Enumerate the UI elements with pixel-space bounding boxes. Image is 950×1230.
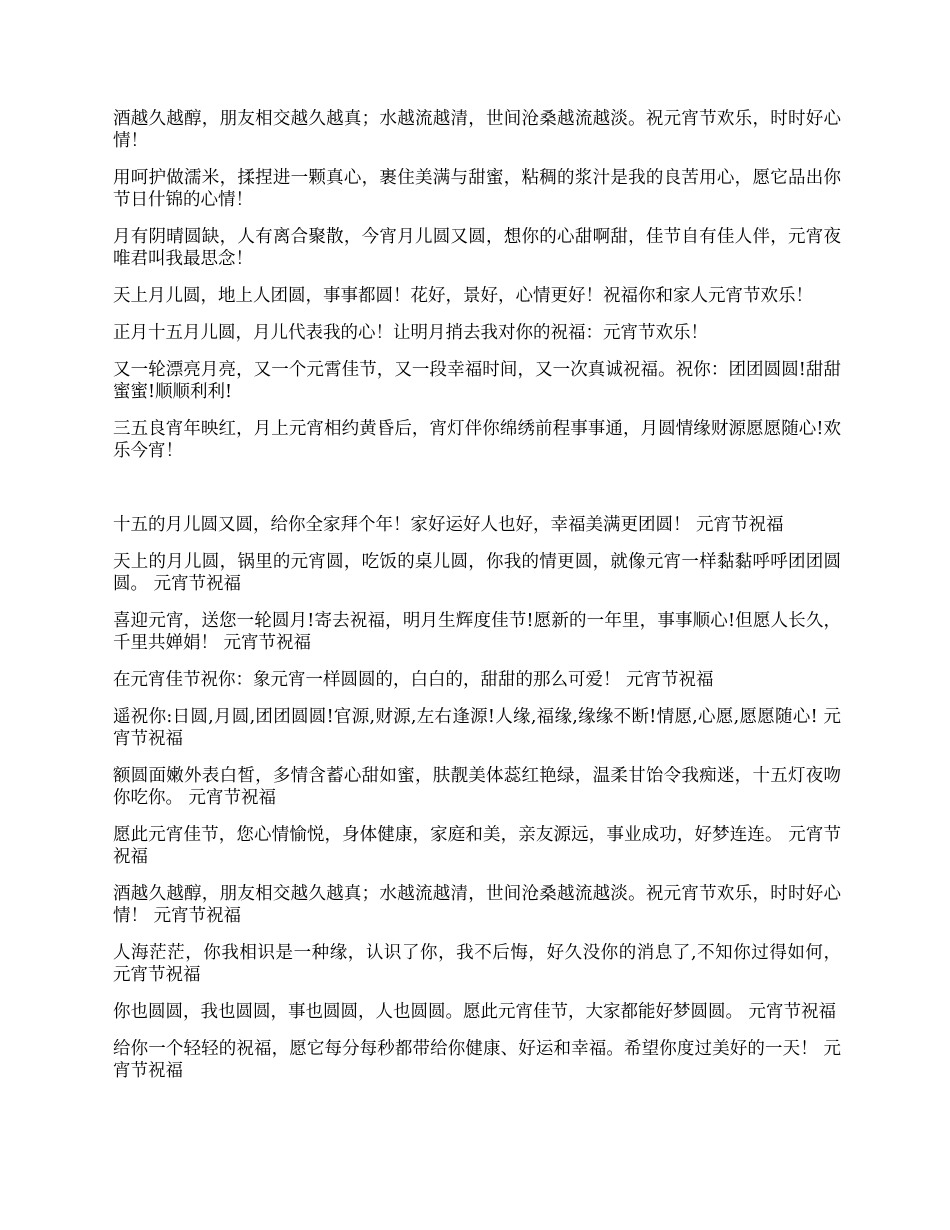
- document-page: [113, 108, 841, 1097]
- paragraph: 天上月儿圆，地上人团圆，事事都圆！花好，景好，心情更好！祝福你和家人元宵节欢乐！: [113, 286, 813, 306]
- paragraph: 酒越久越醇，朋友相交越久越真；水越流越清，世间沧桑越流越淡。祝元宵节欢乐，时时好心情！: [113, 109, 841, 151]
- paragraph: 用呵护做濡米，揉捏进一颗真心，裹住美满与甜蜜，粘稠的浆汁是我的良苦用心，愿它品出你节日什锦的心情！: [113, 168, 841, 210]
- paragraph: 你也圆圆，我也圆圆，事也圆圆，人也圆圆。愿此元宵佳节，大家都能好梦圆圆。 元宵节祝福: [113, 1002, 837, 1022]
- paragraph: 十五的月儿圆又圆，给你全家拜个年！家好运好人也好，幸福美满更团圆！ 元宵节祝福: [113, 515, 784, 535]
- paragraph: 三五良宵年映红，月上元宵相约黄昏后，宵灯伴你绵绣前程事事通，月圆情缘财源愿愿随心!欢乐今宵！: [113, 419, 841, 461]
- paragraph: 天上的月儿圆，锅里的元宵圆，吃饭的桌儿圆，你我的情更圆，就像元宵一样黏黏呼呼团团圆圆。 元宵节祝福: [113, 552, 841, 594]
- section-gap: [113, 477, 841, 514]
- section-2: [113, 514, 841, 1082]
- paragraph: 在元宵佳节祝你：象元宵一样圆圆的，白白的，甜甜的那么可爱！ 元宵节祝福: [113, 670, 714, 690]
- paragraph: 额圆面嫩外表白皙，多情含蓄心甜如蜜，肤靓美体蕊红艳绿，温柔甘饴令我痴迷，十五灯夜吻你吃你。 元宵节祝福: [113, 766, 841, 808]
- paragraph: 酒越久越醇，朋友相交越久越真；水越流越清，世间沧桑越流越淡。祝元宵节欢乐，时时好心情！ 元宵节祝福: [113, 884, 841, 926]
- paragraph: 正月十五月儿圆，月儿代表我的心！让明月捎去我对你的祝福：元宵节欢乐！: [113, 323, 708, 343]
- section-1: [113, 108, 841, 462]
- paragraph: 又一轮漂亮月亮，又一个元霄佳节，又一段幸福时间，又一次真诚祝福。祝你：团团圆圆!甜甜蜜蜜!顺顺利利!: [113, 360, 841, 402]
- paragraph: 遥祝你:日圆,月圆,团团圆圆!官源,财源,左右逢源!人缘,福缘,缘缘不断!情愿,心愿,愿愿随心! 元宵节祝福: [113, 707, 841, 749]
- paragraph: 愿此元宵佳节，您心情愉悦，身体健康，家庭和美，亲友源远，事业成功，好梦连连。 元宵节祝福: [113, 825, 841, 867]
- paragraph: 月有阴晴圆缺，人有离合聚散，今宵月儿圆又圆，想你的心甜啊甜，佳节自有佳人伴，元宵夜唯君叫我最思念！: [113, 227, 841, 269]
- paragraph: 喜迎元宵，送您一轮圆月!寄去祝福，明月生辉度佳节!愿新的一年里，事事顺心!但愿人长久，千里共婵娟！ 元宵节祝福: [113, 611, 841, 653]
- paragraph: 人海茫茫，你我相识是一种缘，认识了你，我不后悔，好久没你的消息了,不知你过得如何， 元宵节祝福: [113, 943, 841, 985]
- paragraph: 给你一个轻轻的祝福，愿它每分每秒都带给你健康、好运和幸福。希望你度过美好的一天！ 元宵节祝福: [113, 1039, 841, 1081]
